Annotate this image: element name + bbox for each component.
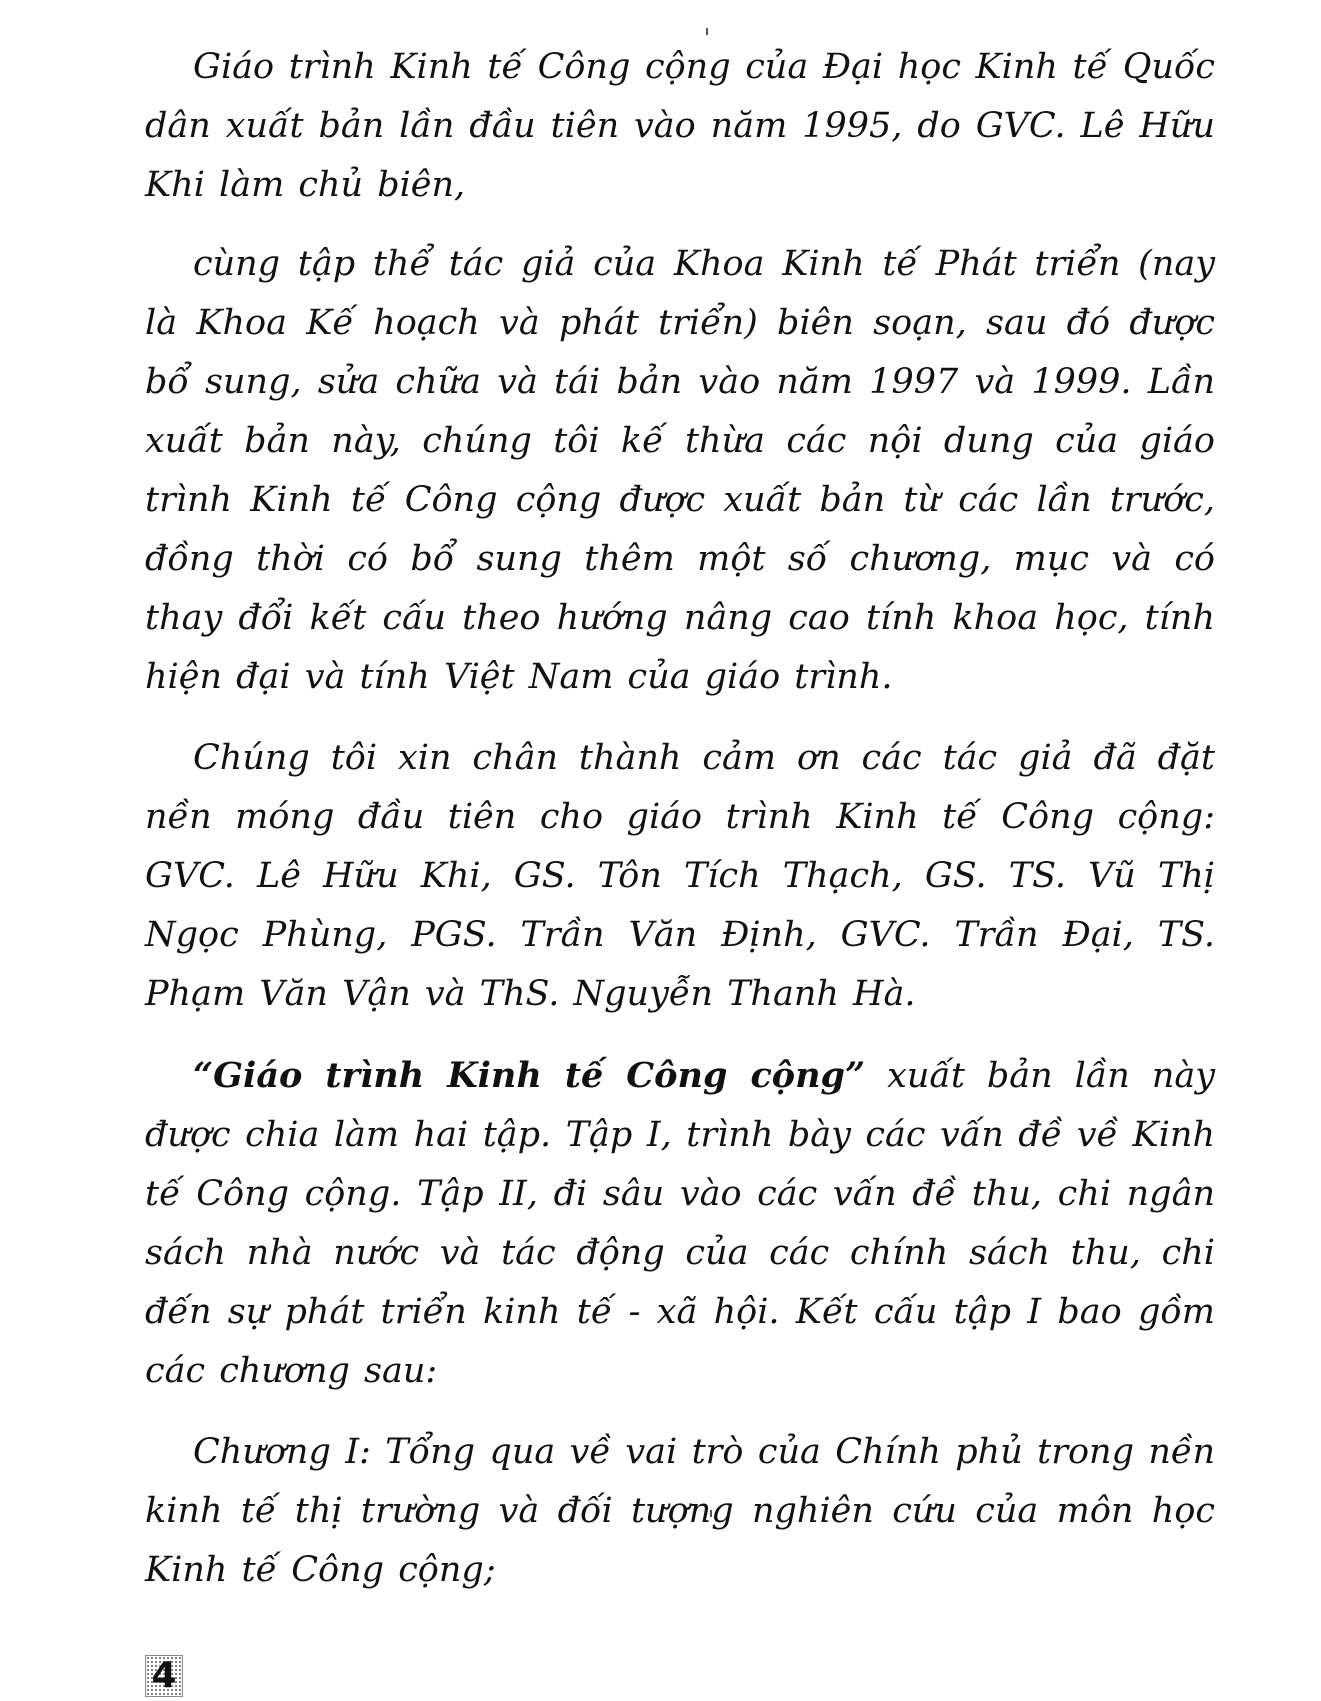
paragraph-acknowledgement: Chúng tôi xin chân thành cảm ơn các tác giả đã đặt nền móng đầu tiên cho giáo trình Kinh tế Công cộng: GVC. Lê Hữu Khi, GS. Tôn Tích Thạch, GS. TS. Vũ Thị Ngọc Phùng, PGS. Trần Văn Định, GVC. Trần Đại, TS. Phạm Văn Vận và ThS. Nguyễn Thanh Hà. xyxy=(145,738,1215,1014)
body-text xyxy=(145,38,1215,1622)
paragraph-chapter-1: Chương I: Tổng qua về vai trò của Chính phủ trong nền kinh tế thị trường và đối tượng nghiên cứu của môn học Kinh tế Công cộng; xyxy=(145,1432,1215,1590)
page-number: 4 xyxy=(145,1655,183,1697)
paragraph-structure-text: xuất bản lần này được chia làm hai tập. Tập I, trình bày các vấn đề về Kinh tế Công cộng. Tập II, đi sâu vào các vấn đề thu, chi ngân sách nhà nước và tác động của các chính sách thu, chi đến sự phát triển kinh tế - xã hội. Kết cấu tập I bao gồm các chương sau: xyxy=(145,1056,1215,1391)
paragraph-history: cùng tập thể tác giả của Khoa Kinh tế Phát triển (nay là Khoa Kế hoạch và phát triển) biên soạn, sau đó được bổ sung, sửa chữa và tái bản vào năm 1997 và 1999. Lần xuất bản này, chúng tôi kế thừa các nội dung của giáo trình Kinh tế Công cộng được xuất bản từ các lần trước, đồng thời có bổ sung thêm một số chương, mục và có thay đổi kết cấu theo hướng nâng cao tính khoa học, tính hiện đại và tính Việt Nam của giáo trình. xyxy=(145,244,1215,697)
scan-speck xyxy=(706,28,708,35)
paragraph-structure xyxy=(145,1046,1215,1401)
paragraph-intro: Giáo trình Kinh tế Công cộng của Đại học Kinh tế Quốc dân xuất bản lần đầu tiên vào năm 1995, do GVC. Lê Hữu Khi làm chủ biên, xyxy=(145,47,1215,205)
book-title-bold: “Giáo trình Kinh tế Công cộng” xyxy=(193,1055,866,1096)
